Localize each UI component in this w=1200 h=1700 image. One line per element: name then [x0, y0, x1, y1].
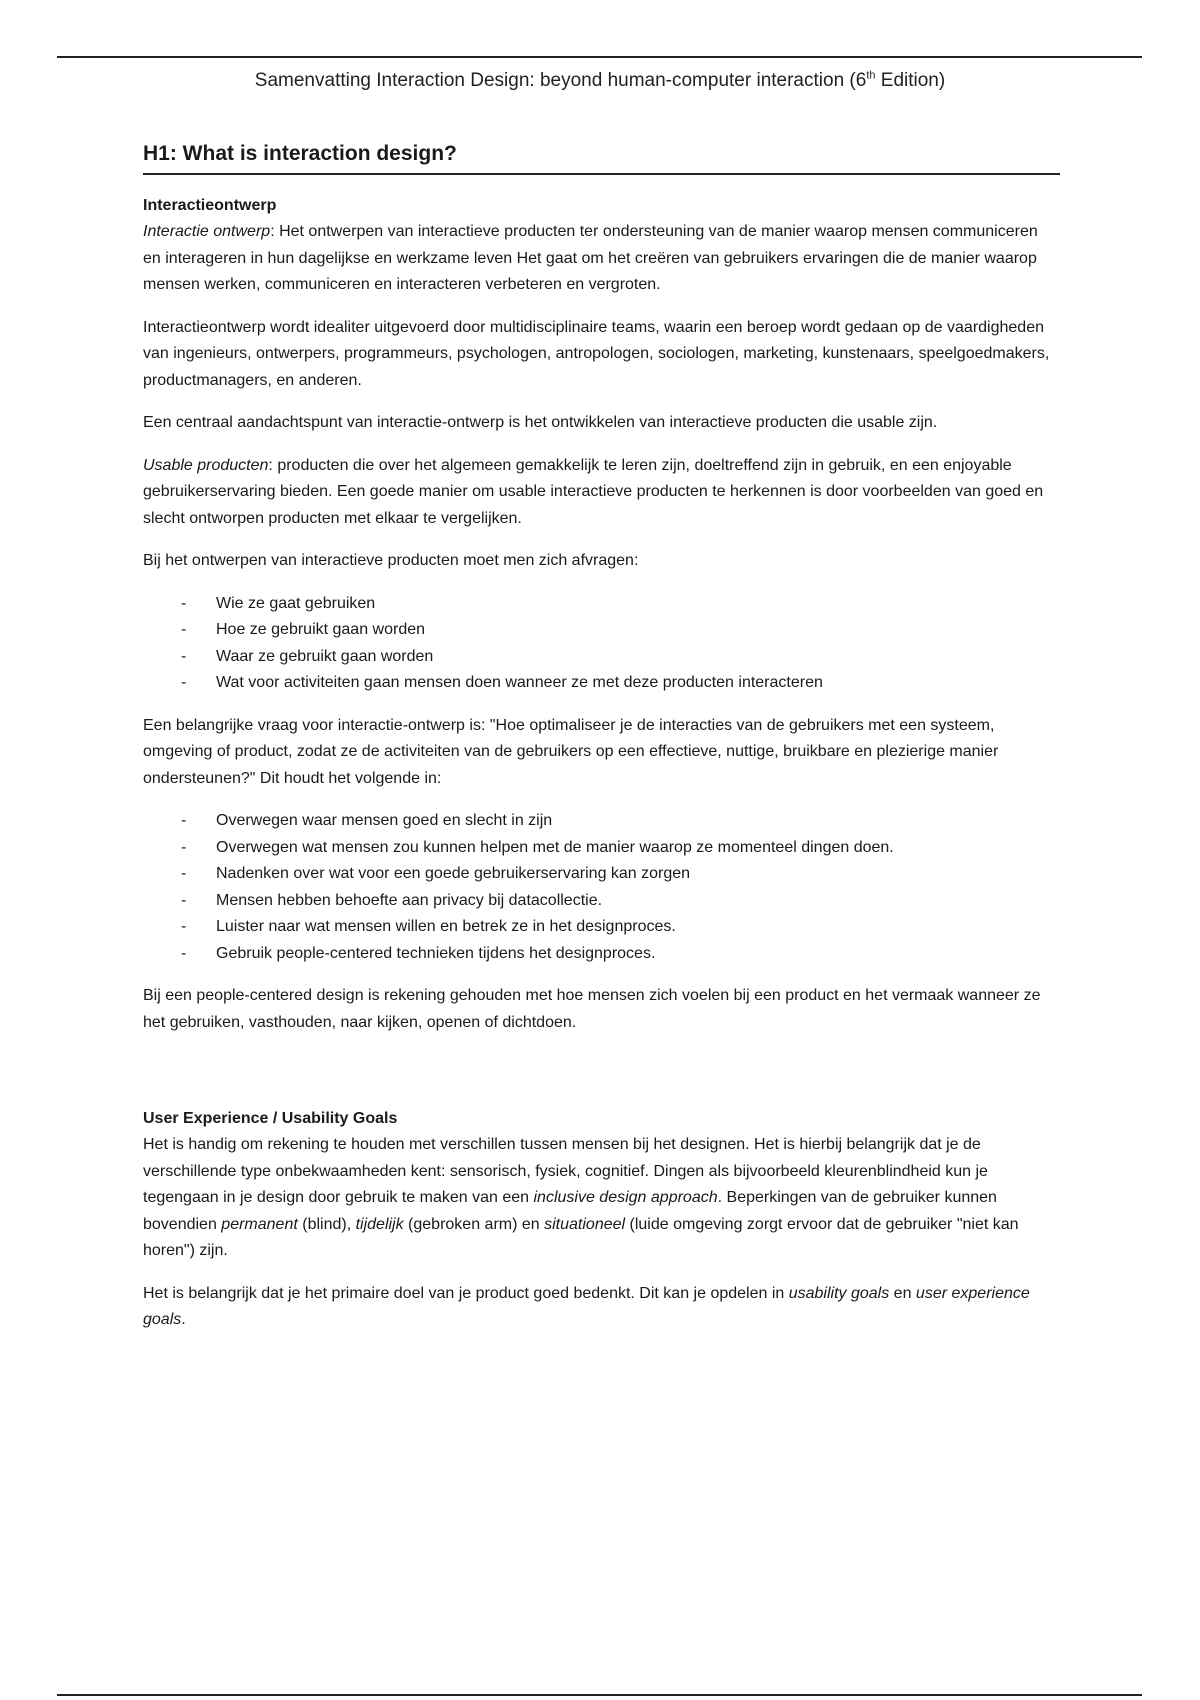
list-item-text: Nadenken over wat voor een goede gebruikerservaring kan zorgen [216, 865, 691, 882]
implication-list [143, 808, 1053, 967]
paragraph-text: (gebroken arm) en [403, 1215, 545, 1233]
dash-marker: - [181, 918, 187, 935]
section-heading-interactieontwerp: Interactieontwerp [143, 197, 277, 214]
dash-marker: - [181, 865, 187, 882]
paragraph [143, 453, 1053, 533]
paragraph-text: (blind), [297, 1215, 356, 1233]
list-item-text: Wie ze gaat gebruiken [216, 594, 376, 612]
list-item [143, 835, 1053, 862]
term: inclusive design approach [533, 1189, 718, 1206]
dash-marker: - [181, 838, 187, 856]
chapter-heading: H1: What is interaction design? [143, 142, 1060, 175]
section-heading-ux-goals: User Experience / Usability Goals [143, 1110, 398, 1127]
paragraph: Een belangrijke vraag voor interactie-ontwerp is: "Hoe optimaliseer je de interacties van de gebruikers met een systeem, omgeving of product, zodat ze de activiteiten van de gebruikers op een effectieve, nuttige, bruikbare en plezierige manier ondersteunen?" Dit houdt het volgende in: [143, 716, 999, 787]
list-item-text: Wat voor activiteiten gaan mensen doen wanneer ze met deze producten interacteren [216, 674, 823, 691]
paragraph-text: . [181, 1311, 186, 1328]
list-item [143, 808, 1053, 835]
paragraph-text: (luide omgeving zorgt ervoor dat de gebruiker "niet kan horen") zijn. [143, 1215, 1019, 1259]
list-item [143, 617, 1053, 644]
header-title-sup: th [866, 69, 876, 82]
dash-marker: - [181, 621, 187, 638]
list-item [143, 888, 1053, 915]
term: usability goals [788, 1284, 890, 1302]
paragraph-text: . Beperkingen van de gebruiker kunnen bovendien [143, 1189, 997, 1233]
paragraph: Bij het ontwerpen van interactieve producten moet men zich afvragen: [143, 552, 639, 569]
list-item-text: Luister naar wat mensen willen en betrek ze in het designproces. [216, 918, 676, 935]
term: Usable producten [143, 456, 269, 474]
document-body [143, 142, 1053, 1350]
list-item [143, 591, 1053, 618]
list-item [143, 861, 1053, 888]
list-item-text: Waar ze gebruikt gaan worden [216, 647, 434, 665]
paragraph [143, 1281, 1053, 1334]
list-item [143, 644, 1053, 671]
question-list [143, 591, 1053, 697]
paragraph: Bij een people-centered design is rekening gehouden met hoe mensen zich voelen bij een product en het vermaak wanneer ze het gebruiken, vasthouden, naar kijken, openen of dichtdoen. [143, 987, 1041, 1031]
paragraph-text: en [889, 1284, 916, 1302]
paragraph-text: : Het ontwerpen van interactieve producten ter ondersteuning van de manier waarop mensen communiceren en interageren in hun dagelijkse en werkzame leven Het gaat om het creëren van gebruikers ervaringen die de manier waarop mensen werken, communiceren en interacteren verbeteren en vergroten. [143, 223, 1038, 293]
dash-marker: - [181, 674, 187, 691]
list-item-text: Gebruik people-centered technieken tijdens het designproces. [216, 944, 656, 962]
paragraph: Een centraal aandachtspunt van interactie-ontwerp is het ontwikkelen van interactieve producten die usable zijn. [143, 414, 938, 431]
header-rule [57, 56, 1142, 58]
dash-marker: - [181, 891, 187, 909]
dash-marker: - [181, 594, 187, 612]
paragraph [143, 219, 1053, 299]
list-item-text: Overwegen waar mensen goed en slecht in zijn [216, 812, 553, 829]
term: tijdelijk [355, 1215, 404, 1233]
term: permanent [221, 1215, 298, 1233]
list-item-text: Overwegen wat mensen zou kunnen helpen met de manier waarop ze momenteel dingen doen. [216, 838, 894, 856]
header-title-pre: Samenvatting Interaction Design: beyond human-computer interaction (6 [254, 70, 867, 91]
list-item [143, 914, 1053, 941]
paragraph: Interactieontwerp wordt idealiter uitgevoerd door multidisciplinaire teams, waarin een beroep wordt gedaan op de vaardigheden van ingenieurs, ontwerpers, programmeurs, psychologen, antropologen, sociologen, marketing, kunstenaars, speelgoedmakers, productmanagers, en anderen. [143, 318, 1050, 389]
paragraph [143, 1132, 1053, 1265]
paragraph-text: Het is handig om rekening te houden met verschillen tussen mensen bij het designen. Het is hierbij belangrijk dat je de verschillende type onbekwaamheden kent: sensorisch, fysiek, cognitief. Dingen als bijvoorbeeld kleurenblindheid kun je tegengaan in je design door gebruik te maken van een [143, 1136, 988, 1206]
dash-marker: - [181, 944, 187, 962]
list-item-text: Hoe ze gebruikt gaan worden [216, 621, 426, 638]
term: user experience goals [143, 1284, 1030, 1328]
dash-marker: - [181, 647, 187, 665]
list-item [143, 941, 1053, 968]
dash-marker: - [181, 812, 187, 829]
term: Interactie ontwerp [143, 223, 271, 240]
header-title-post: Edition) [875, 70, 946, 91]
term: situationeel [544, 1215, 626, 1233]
paragraph-text: Het is belangrijk dat je het primaire doel van je product goed bedenkt. Dit kan je opdelen in [143, 1284, 789, 1302]
list-item-text: Mensen hebben behoefte aan privacy bij datacollectie. [216, 891, 603, 909]
footer-rule [57, 1694, 1142, 1696]
paragraph-text: : producten die over het algemeen gemakkelijk te leren zijn, doeltreffend zijn in gebruik, en een enjoyable gebruikerservaring bieden. Een goede manier om usable interactieve producten te herkennen is door voorbeelden van goed en slecht ontworpen producten met elkaar te vergelijken. [143, 456, 1044, 527]
document-header [0, 70, 1200, 92]
list-item [143, 670, 1053, 697]
